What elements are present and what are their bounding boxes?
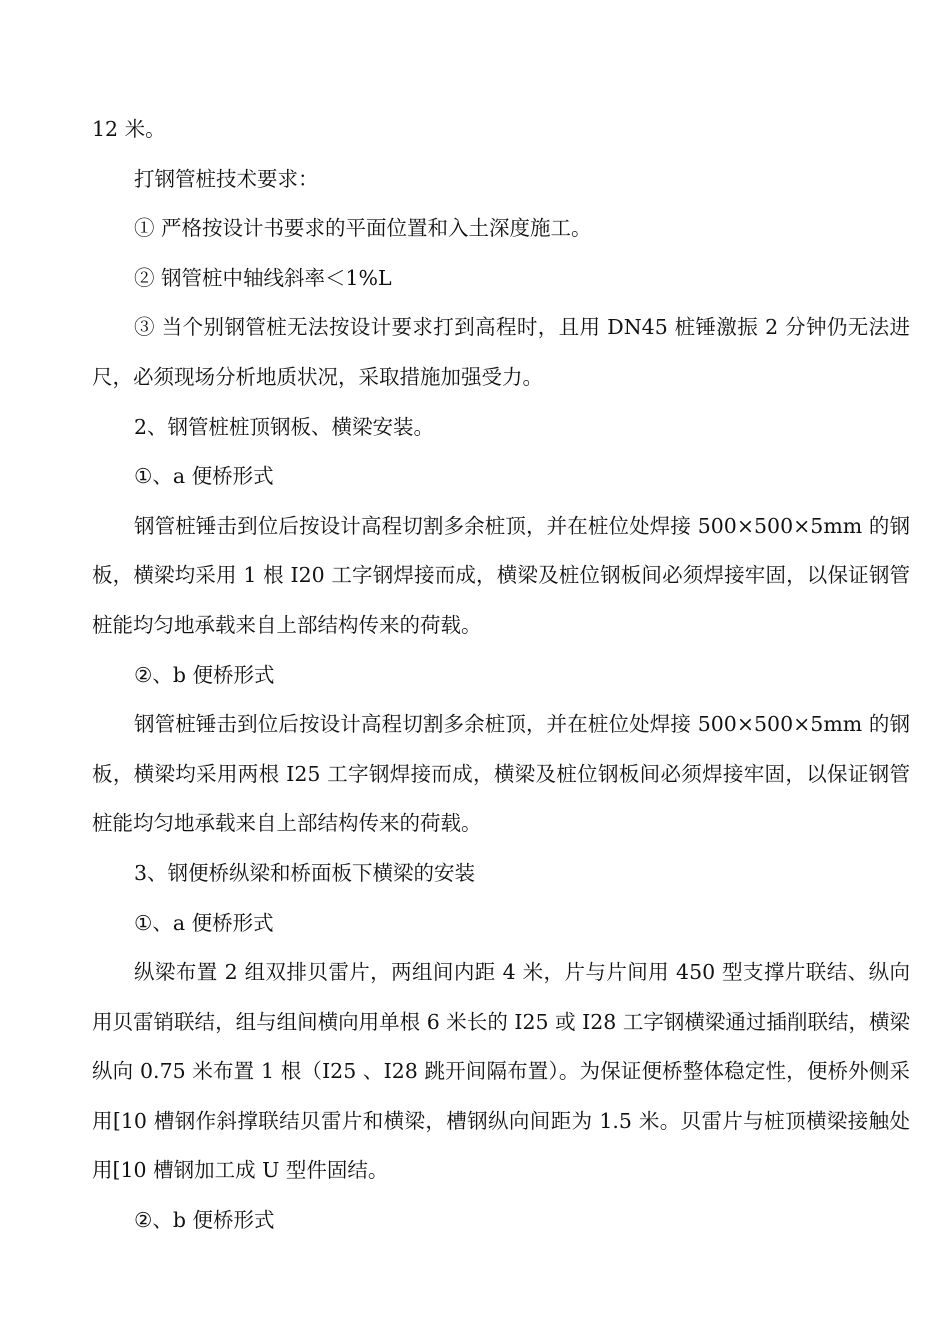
paragraph-requirement-1: ① 严格按设计书要求的平面位置和入土深度施工。 — [134, 216, 592, 241]
paragraph-body-b: 钢管桩锤击到位后按设计高程切割多余桩顶，并在桩位处焊接 500×500×5mm 的钢板，横梁均采用两根 I25 工字钢焊接而成，横梁及桩位钢板间必须焊接牢固，以保证钢管桩能均匀地承载来自上部结构传来的荷载。 — [92, 712, 910, 836]
paragraph-heading-requirements: 打钢管桩技术要求： — [134, 166, 319, 191]
paragraph-subheading-a: ①、a 便桥形式 — [134, 464, 274, 489]
paragraph-subheading-b: ②、b 便桥形式 — [134, 662, 275, 687]
paragraph-body-a-2: 纵梁布置 2 组双排贝雷片，两组间内距 4 米，片与片间用 450 型支撑片联结、纵向用贝雷销联结，组与组间横向用单根 6 米长的 I25 或 I28 工字钢横梁通过插削联结，横梁纵向 0.75 米布置 1 根（I25 、I28 跳开间隔布置）。为保证便桥整体稳定性，便桥外侧采用[10 槽钢作斜撑联结贝雷片和横梁，槽钢纵向间距为 1.5 米。贝雷片与桩顶横梁接触处用[10 槽钢加工成 U 型件固结。 — [92, 960, 910, 1183]
paragraph-requirement-3: ③ 当个别钢管桩无法按设计要求打到高程时，且用 DN45 桩锤激振 2 分钟仍无法进尺，必须现场分析地质状况，采取措施加强受力。 — [92, 315, 910, 389]
paragraph-body-a: 钢管桩锤击到位后按设计高程切割多余桩顶，并在桩位处焊接 500×500×5mm 的钢板，横梁均采用 1 根 I20 工字钢焊接而成，横梁及桩位钢板间必须焊接牢固，以保证钢管桩能均匀地承载来自上部结构传来的荷载。 — [92, 513, 910, 637]
paragraph-subheading-b-2: ②、b 便桥形式 — [134, 1208, 275, 1233]
paragraph-continuation: 12 米。 — [92, 117, 166, 141]
paragraph-section-2-heading: 2、钢管桩桩顶钢板、横梁安装。 — [134, 414, 435, 439]
paragraph-requirement-2: ② 钢管桩中轴线斜率＜1%L — [134, 265, 392, 290]
document-body — [92, 105, 910, 1246]
paragraph-subheading-a-2: ①、a 便桥形式 — [134, 910, 274, 935]
paragraph-section-3-heading: 3、钢便桥纵梁和桥面板下横梁的安装 — [134, 860, 476, 885]
